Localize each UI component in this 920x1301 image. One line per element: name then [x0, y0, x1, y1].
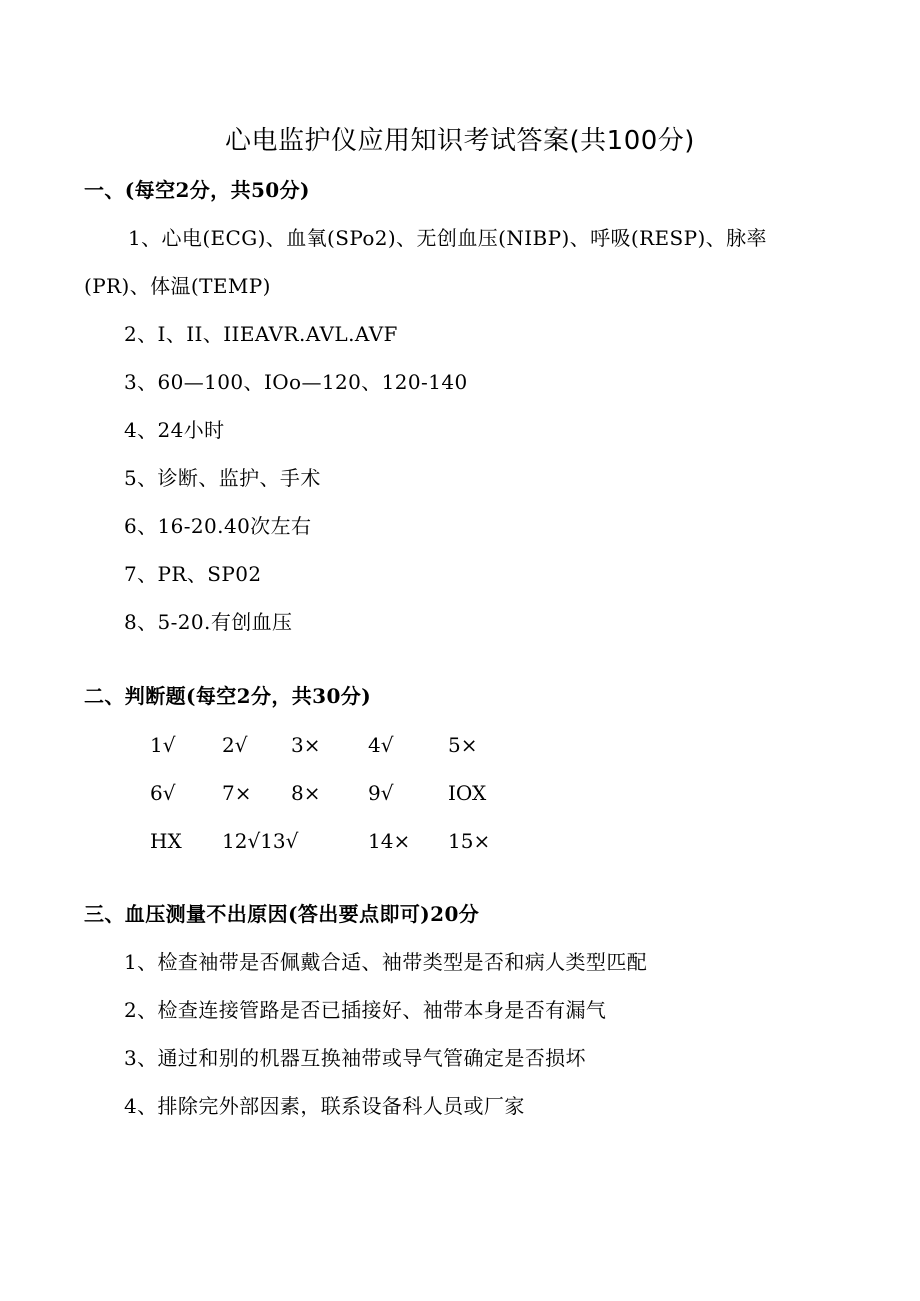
section3-item-3: 3、通过和别的机器互换袖带或导气管确定是否损坏 [124, 1046, 586, 1070]
judgment-answer: 4√ [368, 733, 394, 757]
section3-item-2: 2、检查连接管路是否已插接好、袖带本身是否有漏气 [124, 998, 607, 1022]
judgment-answer: 6√ [150, 781, 176, 805]
section1-heading: 一、(每空2分，共50分) [84, 178, 310, 202]
judgment-answer: 7× [222, 781, 252, 805]
judgment-answer: 3× [291, 733, 321, 757]
judgment-answer: HX [150, 829, 182, 853]
section1-item-5: 5、诊断、监护、手术 [124, 466, 321, 490]
section1-item-1-cont: (PR)、体温(TEMP) [84, 274, 271, 298]
judgment-answer: 15× [448, 829, 491, 853]
section1-item-6: 6、16-20.40次左右 [124, 514, 312, 538]
section1-item-4: 4、24小时 [124, 418, 225, 442]
section1-item-2: 2、I、II、IIEAVR.AVL.AVF [124, 322, 398, 346]
judgment-answer: 12√13√ [222, 829, 299, 853]
page-title: 心电监护仪应用知识考试答案(共100分) [225, 126, 695, 156]
judgment-answer: 2√ [222, 733, 248, 757]
section1-item-7: 7、PR、SP02 [124, 562, 262, 586]
section1-item-8: 8、5-20.有创血压 [124, 610, 293, 634]
section1-item-3: 3、60—100、IOo—120、120-140 [124, 370, 468, 394]
section1-item-1: 1、心电(ECG)、血氧(SPo2)、无创血压(NIBP)、呼吸(RESP)、脉率 [128, 226, 767, 250]
section3-item-1: 1、检查袖带是否佩戴合适、袖带类型是否和病人类型匹配 [124, 950, 648, 974]
judgment-answer: 5× [448, 733, 478, 757]
judgment-answer: IOX [448, 781, 487, 805]
judgment-answer: 8× [291, 781, 321, 805]
judgment-answer: 1√ [150, 733, 176, 757]
judgment-answer: 9√ [368, 781, 394, 805]
section3-heading: 三、血压测量不出原因(答出要点即可)20分 [84, 902, 480, 926]
judgment-answer: 14× [368, 829, 411, 853]
section3-item-4: 4、排除完外部因素，联系设备科人员或厂家 [124, 1094, 525, 1118]
section2-heading: 二、判断题(每空2分，共30分) [84, 684, 372, 708]
